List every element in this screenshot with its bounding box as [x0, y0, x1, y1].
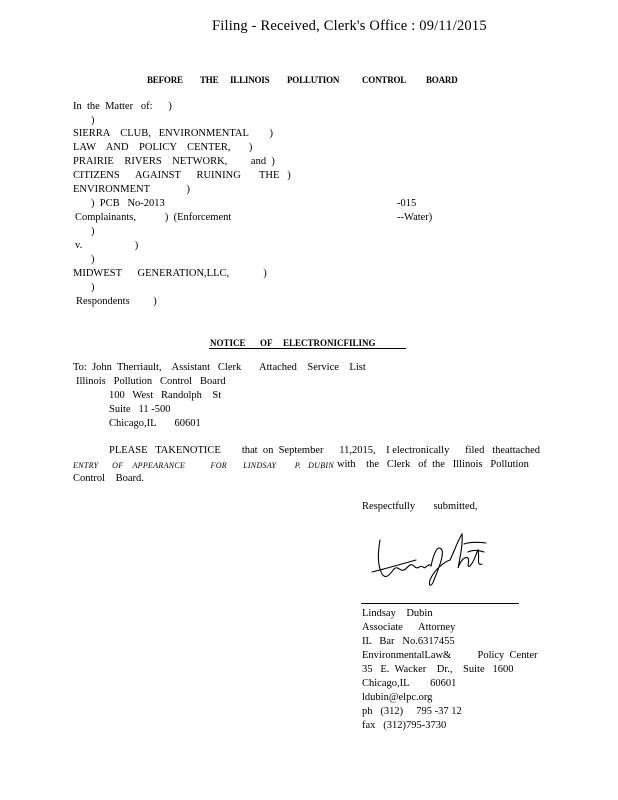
notice-title-of: OF: [260, 338, 273, 348]
caption-versus: v. ): [75, 240, 139, 251]
caption-paren: ): [91, 115, 95, 126]
caption-water: --Water): [397, 212, 433, 223]
signer-street: 35 E. Wacker Dr., Suite 1600: [362, 664, 514, 675]
address-to-line: To: John Therriault, Assistant Clerk Attached Service List: [73, 362, 366, 373]
signer-organization: EnvironmentalLaw& Policy Center: [362, 650, 538, 661]
notice-title-notice: NOTICE: [210, 338, 246, 348]
body-line-3: Control Board.: [73, 473, 144, 484]
caption-complainants: Complainants, ) (Enforcement: [75, 212, 232, 223]
caption-paren: ): [91, 226, 95, 237]
caption-midwest-generation: MIDWEST GENERATION,LLC, ): [73, 268, 267, 279]
body-line-2: with the Clerk of the Illinois Pollution: [337, 459, 529, 470]
board-heading-before: BEFORE: [147, 75, 183, 85]
body-line-1: PLEASE TAKENOTICE that on September 11,2015, I electronically filed theattached: [109, 445, 541, 456]
signer-email: ldubin@elpc.org: [362, 692, 433, 703]
caption-pcb-number: ) PCB No-2013: [91, 198, 165, 209]
caption-paren: ): [91, 282, 95, 293]
signer-city: Chicago,IL 60601: [362, 678, 457, 689]
filing-stamp: Filing - Received, Clerk's Office : 09/11/2015: [212, 18, 487, 34]
board-heading-the: THE: [200, 75, 219, 85]
board-heading-board: BOARD: [426, 75, 458, 85]
notice-title-electronic-filing: ELECTRONICFILING: [283, 338, 376, 348]
notice-title-underline: [209, 348, 406, 349]
board-heading-illinois: ILLINOIS: [230, 75, 270, 85]
signature-line: [361, 603, 519, 604]
address-board: Illinois Pollution Control Board: [76, 376, 226, 387]
caption-law-policy: LAW AND POLICY CENTER, ): [73, 142, 253, 153]
board-heading-pollution: POLLUTION: [287, 75, 340, 85]
address-street: 100 West Randolph St: [109, 390, 222, 401]
signer-title: Associate Attorney: [362, 622, 456, 633]
caption-environment: ENVIRONMENT ): [73, 184, 191, 195]
address-city: Chicago,IL 60601: [109, 418, 201, 429]
caption-respondents: Respondents ): [76, 296, 157, 307]
caption-matter: In the Matter of: ): [73, 101, 172, 112]
signer-phone: ph (312) 795 -37 12: [362, 706, 462, 717]
address-suite: Suite 11 -500: [109, 404, 171, 415]
signer-name: Lindsay Dubin: [362, 608, 433, 619]
handwritten-signature: [368, 522, 498, 597]
caption-sierra-club: SIERRA CLUB, ENVIRONMENTAL ): [73, 128, 274, 139]
caption-citizens: CITIZENS AGAINST RUINING THE ): [73, 170, 291, 181]
caption-prairie-rivers: PRAIRIE RIVERS NETWORK, and ): [73, 156, 275, 167]
signer-bar-number: IL Bar No.6317455: [362, 636, 455, 647]
board-heading-control: CONTROL: [362, 75, 407, 85]
signer-fax: fax (312)795-3730: [362, 720, 447, 731]
caption-pcb-suffix: -015: [397, 198, 417, 209]
caption-paren: ): [91, 254, 95, 265]
body-entry-of-appearance: ENTRY OF APPEARANCE FOR LINDSAY P. DUBIN: [73, 461, 335, 470]
closing-respectfully: Respectfully submitted,: [362, 501, 478, 512]
